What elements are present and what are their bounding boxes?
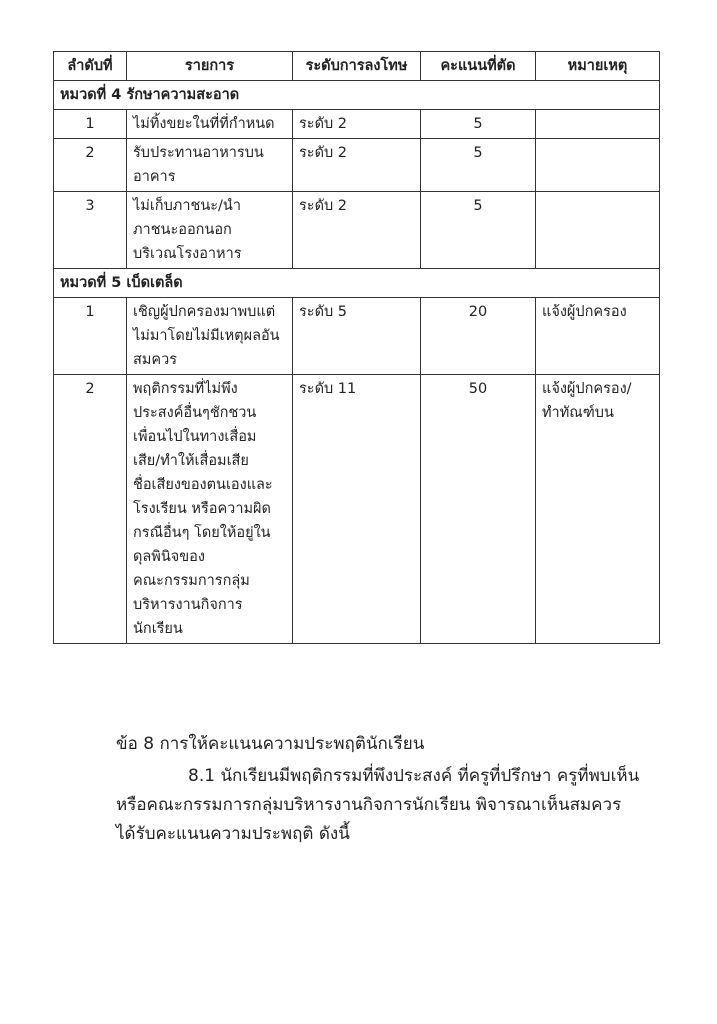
item-line: ไม่ทิ้งขยะในที่ที่กำหนด bbox=[133, 116, 275, 132]
category-row bbox=[54, 269, 660, 298]
note-line: แจ้งผู้ปกครอง bbox=[542, 304, 627, 320]
row-note bbox=[536, 192, 660, 269]
row-note bbox=[536, 110, 660, 139]
note-line: แจ้งผู้ปกครอง/ bbox=[542, 381, 632, 397]
row-score: 50 bbox=[421, 375, 536, 644]
header-note: หมายเหตุ bbox=[536, 52, 660, 81]
item-line: ภาชนะออกนอก bbox=[133, 222, 232, 238]
header-no: ลำดับที่ bbox=[54, 52, 127, 81]
item-line: รับประทานอาหารบน bbox=[133, 145, 264, 161]
item-line: เสีย/ทำให้เสื่อมเสีย bbox=[133, 453, 249, 469]
paragraph-line: ได้รับคะแนนความประพฤติ ดังนี้ bbox=[116, 824, 350, 844]
table-header-row bbox=[54, 52, 660, 81]
row-number: 1 bbox=[54, 298, 127, 375]
row-note bbox=[536, 298, 660, 375]
row-score: 5 bbox=[421, 110, 536, 139]
row-level: ระดับ 2 bbox=[293, 192, 421, 269]
row-item bbox=[127, 298, 293, 375]
row-score: 20 bbox=[421, 298, 536, 375]
row-number: 2 bbox=[54, 139, 127, 192]
header-item: รายการ bbox=[127, 52, 293, 81]
section-heading: ข้อ 8 การให้คะแนนความประพฤตินักเรียน bbox=[116, 734, 425, 754]
row-item bbox=[127, 192, 293, 269]
header-score: คะแนนที่ตัด bbox=[421, 52, 536, 81]
table-row bbox=[54, 110, 660, 139]
item-line: พฤติกรรมที่ไม่พึง bbox=[133, 381, 238, 397]
table-row bbox=[54, 375, 660, 644]
item-line: ประสงค์อื่นๆชักชวน bbox=[133, 405, 257, 421]
penalty-table bbox=[53, 51, 660, 644]
row-note bbox=[536, 375, 660, 644]
row-item bbox=[127, 375, 293, 644]
row-number: 3 bbox=[54, 192, 127, 269]
item-line: เชิญผู้ปกครองมาพบแต่ bbox=[133, 304, 276, 320]
table-row bbox=[54, 139, 660, 192]
row-item bbox=[127, 139, 293, 192]
row-score: 5 bbox=[421, 192, 536, 269]
item-line: สมควร bbox=[133, 352, 178, 368]
table-row bbox=[54, 298, 660, 375]
row-level: ระดับ 2 bbox=[293, 139, 421, 192]
item-line: นักเรียน bbox=[133, 621, 183, 637]
item-line: ดุลพินิจของ bbox=[133, 549, 205, 565]
item-line: ชื่อเสียงของตนเองและ bbox=[133, 477, 273, 493]
paragraph-line: หรือคณะกรรมการกลุ่มบริหารงานกิจการนักเรียน พิจารณาเห็นสมควร bbox=[116, 795, 622, 815]
item-line: บริเวณโรงอาหาร bbox=[133, 246, 242, 262]
row-level: ระดับ 11 bbox=[293, 375, 421, 644]
row-level: ระดับ 5 bbox=[293, 298, 421, 375]
item-line: โรงเรียน หรือความผิด bbox=[133, 501, 271, 517]
item-line: อาคาร bbox=[133, 169, 176, 185]
table-row bbox=[54, 192, 660, 269]
paragraph-line: 8.1 นักเรียนมีพฤติกรรมที่พึงประสงค์ ที่ครูที่ปรึกษา ครูที่พบเห็น bbox=[188, 766, 640, 786]
item-line: ไม่เก็บภาชนะ/นำ bbox=[133, 198, 241, 214]
row-note bbox=[536, 139, 660, 192]
row-item bbox=[127, 110, 293, 139]
section-paragraph bbox=[116, 762, 656, 849]
item-line: บริหารงานกิจการ bbox=[133, 597, 243, 613]
item-line: ไม่มาโดยไม่มีเหตุผลอัน bbox=[133, 328, 280, 344]
row-score: 5 bbox=[421, 139, 536, 192]
item-line: คณะกรรมการกลุ่ม bbox=[133, 573, 250, 589]
row-level: ระดับ 2 bbox=[293, 110, 421, 139]
header-level: ระดับการลงโทษ bbox=[293, 52, 421, 81]
category-title: หมวดที่ 4 รักษาความสะอาด bbox=[54, 81, 660, 110]
item-line: กรณีอื่นๆ โดยให้อยู่ใน bbox=[133, 525, 271, 541]
category-title: หมวดที่ 5 เบ็ดเตล็ด bbox=[54, 269, 660, 298]
row-number: 1 bbox=[54, 110, 127, 139]
category-row bbox=[54, 81, 660, 110]
item-line: เพื่อนไปในทางเสื่อม bbox=[133, 429, 257, 445]
note-line: ทำทัณฑ์บน bbox=[542, 405, 614, 421]
row-number: 2 bbox=[54, 375, 127, 644]
